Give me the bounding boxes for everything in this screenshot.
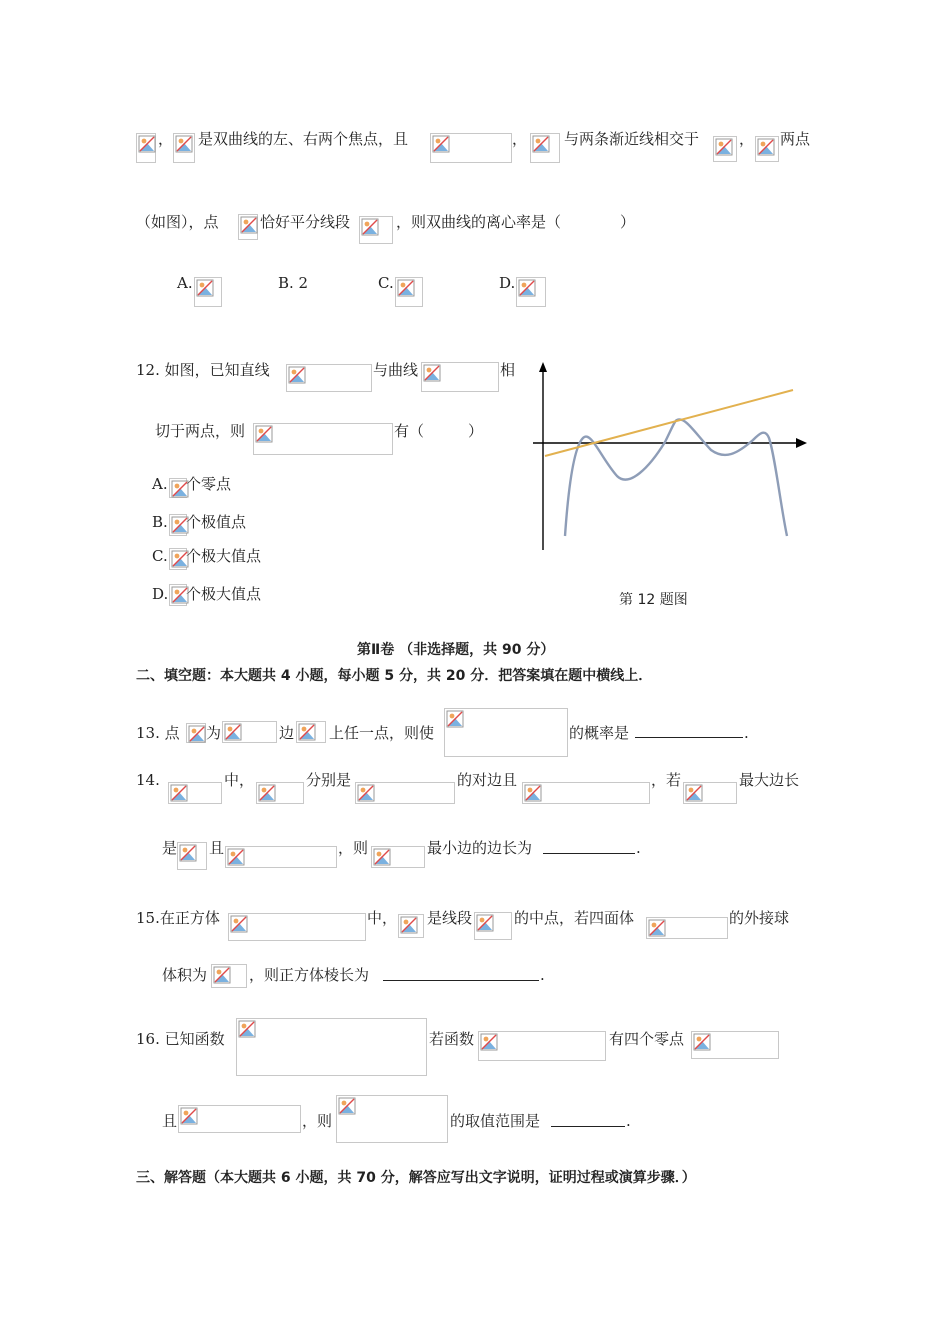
formula-image-icon bbox=[253, 423, 393, 455]
formula-image-icon bbox=[713, 136, 737, 162]
q12-text: 12. 如图，已知直线 bbox=[136, 361, 270, 379]
x-axis-arrow bbox=[796, 438, 807, 448]
q15-text: 的中点，若四面体 bbox=[514, 909, 635, 927]
option-b-text: 个极值点 bbox=[186, 513, 247, 531]
q14-text: 分别是 bbox=[306, 771, 352, 789]
figure-caption: 第 12 题图 bbox=[619, 592, 688, 608]
q11-text: 两点 bbox=[780, 130, 811, 148]
formula-image-icon bbox=[256, 782, 304, 804]
q16-text: ，则 bbox=[302, 1112, 333, 1130]
q15-text: 中， bbox=[367, 909, 398, 927]
q13-text: 13. 点 bbox=[136, 724, 180, 742]
q14-text: 中， bbox=[224, 771, 255, 789]
formula-image-icon bbox=[286, 364, 372, 392]
q12-text: 切于两点，则 bbox=[155, 422, 246, 440]
option-a-label: A. bbox=[177, 274, 193, 292]
formula-image-icon bbox=[178, 1105, 301, 1133]
q15-text: 是线段 bbox=[427, 909, 473, 927]
q11-text: （如图），点 bbox=[136, 213, 219, 231]
q14-text: . bbox=[636, 839, 641, 857]
q13-text: 边 bbox=[279, 724, 295, 742]
formula-image-icon bbox=[236, 1018, 427, 1076]
formula-image-icon bbox=[691, 1031, 779, 1059]
q13-text: 的概率是 bbox=[569, 724, 630, 742]
formula-image-icon bbox=[194, 277, 222, 307]
q14-text: 最小边的边长为 bbox=[427, 839, 533, 857]
q14-text: 14. bbox=[136, 771, 160, 789]
q11-text: 恰好平分线段 bbox=[260, 213, 351, 231]
q15-text: 的外接球 bbox=[729, 909, 790, 927]
formula-image-icon bbox=[371, 846, 425, 868]
formula-image-icon bbox=[478, 1031, 606, 1061]
formula-image-icon bbox=[169, 514, 187, 536]
formula-image-icon bbox=[136, 133, 156, 163]
q14-text: 最大边长 bbox=[739, 771, 800, 789]
option-b-label: B. bbox=[152, 513, 168, 531]
y-axis-arrow bbox=[539, 362, 547, 372]
answer-blank[interactable] bbox=[635, 723, 743, 738]
section-title: 第Ⅱ卷 （非选择题，共 90 分） bbox=[357, 642, 555, 658]
q14-text: ，则 bbox=[338, 839, 369, 857]
formula-image-icon bbox=[395, 277, 423, 307]
q12-text: ） bbox=[468, 422, 484, 440]
option-c-label: C. bbox=[378, 274, 394, 292]
section-heading: 二、填空题：本大题共 4 小题，每小题 5 分，共 20 分．把答案填在题中横线上． bbox=[136, 668, 653, 684]
formula-image-icon bbox=[755, 136, 779, 162]
q11-text: ， bbox=[512, 130, 528, 148]
q16-text: . bbox=[626, 1112, 631, 1130]
answer-blank[interactable] bbox=[383, 966, 539, 981]
q13-text: . bbox=[744, 724, 749, 742]
formula-image-icon bbox=[177, 842, 207, 870]
section-heading: 三、解答题（本大题共 6 小题，共 70 分，解答应写出文字说明，证明过程或演算步骤．） bbox=[136, 1170, 696, 1186]
q11-text: 与两条渐近线相交于 bbox=[564, 130, 700, 148]
formula-image-icon bbox=[516, 277, 546, 307]
q12-figure bbox=[525, 358, 815, 558]
q11-text: ） bbox=[620, 213, 636, 231]
tangent-line bbox=[545, 390, 793, 456]
curve-f bbox=[565, 419, 787, 536]
formula-image-icon bbox=[474, 912, 512, 940]
formula-image-icon bbox=[238, 214, 258, 240]
q11-text: ， bbox=[739, 130, 755, 148]
q12-text: 与曲线 bbox=[373, 361, 419, 379]
q13-text: 为 bbox=[206, 724, 222, 742]
option-a-label: A. bbox=[152, 475, 168, 493]
q12-text: 有（ bbox=[394, 422, 425, 440]
q14-text: 的对边且 bbox=[457, 771, 518, 789]
formula-image-icon bbox=[211, 964, 247, 988]
formula-image-icon bbox=[421, 362, 499, 392]
option-c-label: C. bbox=[152, 547, 168, 565]
q11-text: ， bbox=[158, 130, 174, 148]
formula-image-icon bbox=[359, 216, 393, 244]
formula-image-icon bbox=[398, 914, 424, 938]
formula-image-icon bbox=[228, 913, 366, 941]
formula-image-icon bbox=[444, 708, 568, 757]
q14-text: 且 bbox=[209, 839, 225, 857]
formula-image-icon bbox=[530, 133, 560, 163]
formula-image-icon bbox=[355, 782, 455, 804]
formula-image-icon bbox=[430, 133, 512, 163]
formula-image-icon bbox=[296, 721, 326, 743]
option-b-label: B. 2 bbox=[278, 274, 309, 292]
formula-image-icon bbox=[169, 584, 187, 606]
formula-image-icon bbox=[646, 917, 728, 939]
formula-image-icon bbox=[186, 723, 206, 743]
q16-text: 且 bbox=[162, 1112, 178, 1130]
formula-image-icon bbox=[169, 548, 187, 570]
answer-blank[interactable] bbox=[551, 1112, 625, 1127]
formula-image-icon bbox=[168, 782, 222, 804]
option-d-label: D. bbox=[152, 585, 169, 603]
option-a-text: 个零点 bbox=[186, 475, 232, 493]
q16-text: 16. 已知函数 bbox=[136, 1030, 225, 1048]
answer-blank[interactable] bbox=[543, 839, 635, 854]
q11-text: ，则双曲线的离心率是（ bbox=[396, 213, 562, 231]
q13-text: 上任一点，则使 bbox=[329, 724, 435, 742]
option-d-label: D. bbox=[499, 274, 516, 292]
q15-text: 15.在正方体 bbox=[136, 909, 220, 927]
formula-image-icon bbox=[222, 721, 277, 743]
q11-text: 是双曲线的左、右两个焦点，且 bbox=[198, 130, 409, 148]
formula-image-icon bbox=[169, 478, 187, 498]
q14-text: ，若 bbox=[651, 771, 682, 789]
formula-image-icon bbox=[522, 782, 650, 804]
q15-text: 体积为 bbox=[162, 966, 208, 984]
formula-image-icon bbox=[336, 1095, 448, 1143]
q12-text: 相 bbox=[500, 361, 516, 379]
formula-image-icon bbox=[225, 846, 337, 868]
formula-image-icon bbox=[173, 133, 195, 163]
option-d-text: 个极大值点 bbox=[186, 585, 262, 603]
option-c-text: 个极大值点 bbox=[186, 547, 262, 565]
q16-text: 的取值范围是 bbox=[450, 1112, 541, 1130]
q15-text: . bbox=[540, 966, 545, 984]
q14-text: 是 bbox=[162, 839, 178, 857]
q15-text: ，则正方体棱长为 bbox=[249, 966, 370, 984]
q16-text: 有四个零点 bbox=[609, 1030, 685, 1048]
formula-image-icon bbox=[683, 782, 737, 804]
q16-text: 若函数 bbox=[429, 1030, 475, 1048]
